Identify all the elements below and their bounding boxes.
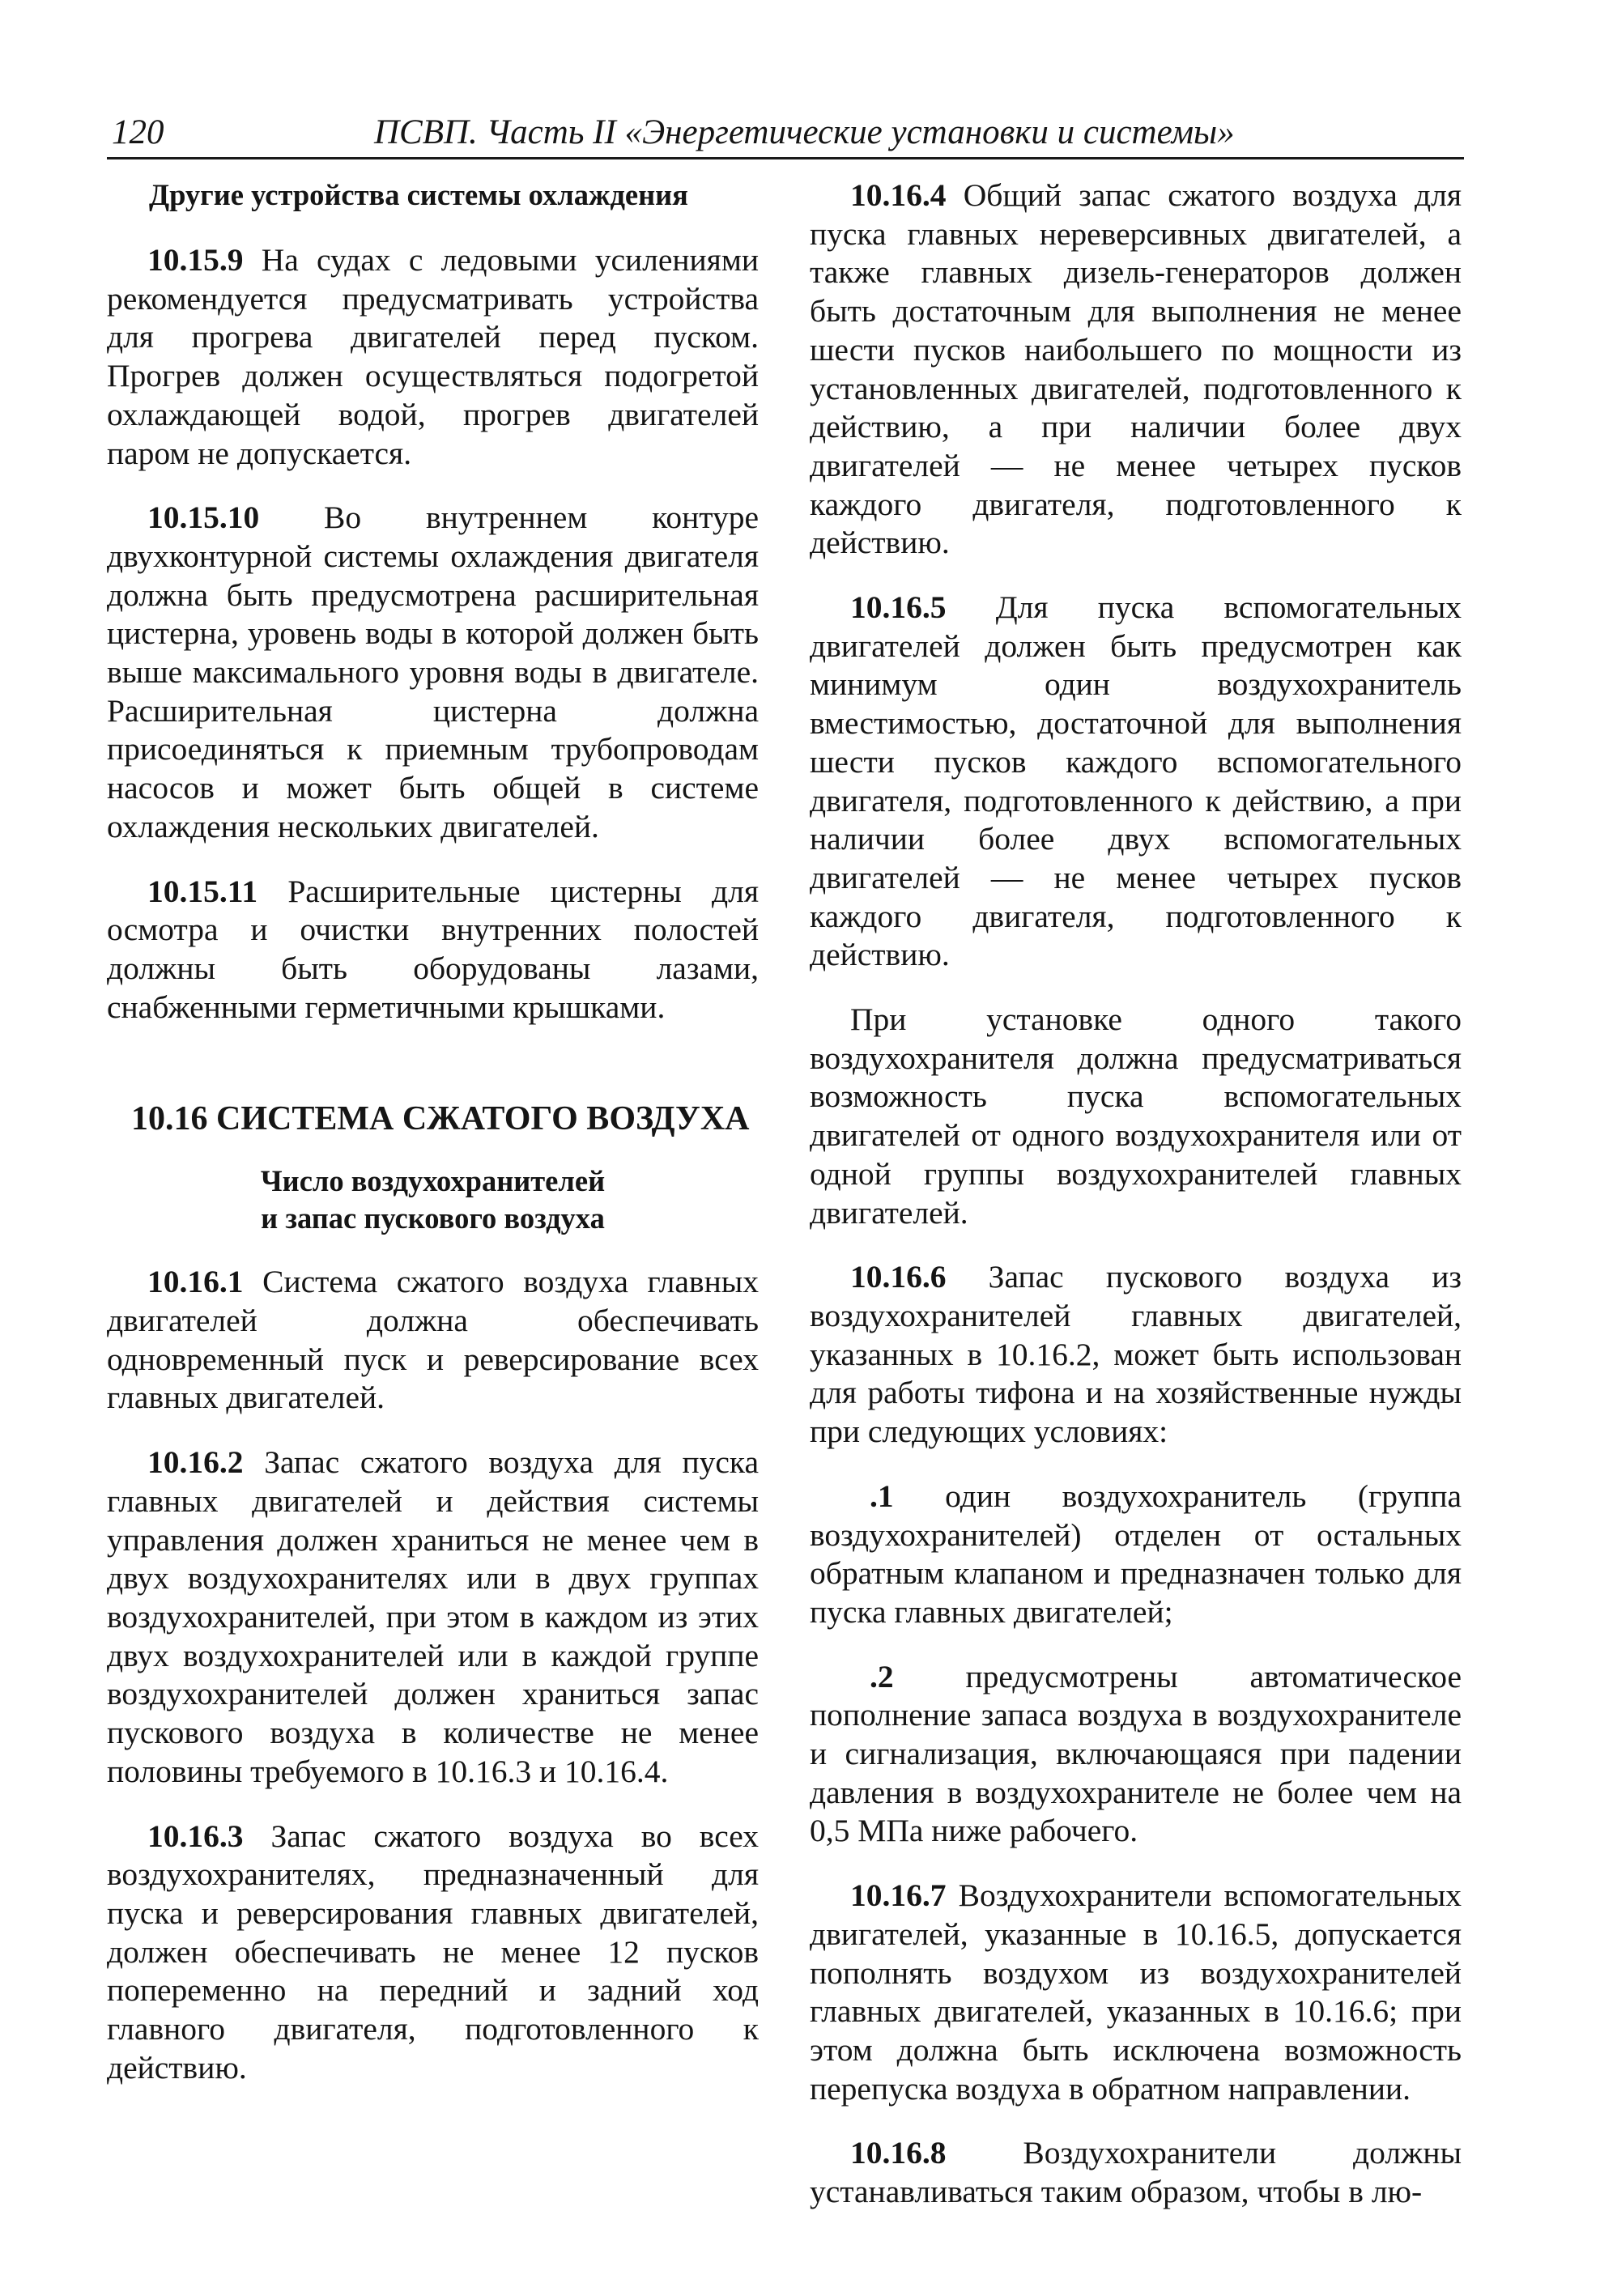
clause-text: Воздухохранители вспомогательных двигателей, указанные в 10.16.5, допускается пополнять воздухом из воздухохранителей главных двигателей, указанных в 10.16.6; при этом должна быть исключена возможность перепуска воздуха в обратном направлении. [810,1877,1462,2107]
paragraph-10-16-5 [810,589,1462,975]
page-header [107,108,1464,159]
clause-number: 10.16.8 [850,2135,947,2171]
clause-number: 10.16.3 [147,1818,244,1854]
clause-number: 10.15.10 [147,500,260,536]
paragraph-10-16-4 [810,176,1462,563]
clause-number: 10.15.11 [147,873,258,909]
clause-text: Запас пускового воздуха из воздухохранителей главных двигателей, указанных в 10.16.2, может быть использован для работы тифона и на хозяйственные нужды при следующих условиях: [810,1259,1462,1450]
paragraph-10-16-2 [107,1444,759,1791]
clause-text: Во внутреннем контуре двухконтурной системы охлаждения двигателя должна быть предусмотрена расширительная цистерна, уровень воды в которой должен быть выше максимального уровня воды в двигателе. Расширительная цистерна должна присоединяться к приемным трубопроводам насосов и может быть общей в системе охлаждения нескольких двигателей. [107,500,759,844]
right-column [810,176,1462,2238]
clause-text: Система сжатого воздуха главных двигателей должна обеспечивать одновременный пуск и реверсирование всех главных двигателей. [107,1264,759,1416]
item-text: предусмотрены автоматическое пополнение запаса воздуха в воздухохранителе и сигнализация, включающаяся при падении давления в воздухохранителе не более чем на 0,5 МПа ниже рабочего. [810,1658,1462,1849]
paragraph-10-16-7 [810,1877,1462,2108]
paragraph-10-16-1 [107,1263,759,1418]
list-item-1 [810,1478,1462,1632]
clause-text: Воздухохранители должны устанавливаться таким образом, чтобы в лю- [810,2135,1462,2210]
clause-number: 10.15.9 [147,242,244,278]
clause-text: На судах с ледовыми усилениями рекомендуется предусматривать устройства для прогрева двигателей перед пуском. Прогрев должен осуществляться подогретой охлаждающей водой, прогрев двигателей паром не допускается. [107,242,759,471]
subsection-heading-cooling: Другие устройства системы охлаждения [149,178,688,211]
page-number: 120 [112,113,164,151]
paragraph-10-15-9 [107,241,759,473]
clause-number: 10.16.6 [850,1259,947,1295]
left-column [107,176,759,2113]
subsection-heading-line: Число воздухохранителей [260,1164,606,1198]
item-text: один воздухохранитель (группа воздухохранителей) отделен от остальных обратным клапаном и предназначен только для пуска главных двигателей; [810,1478,1462,1630]
list-item-2 [810,1658,1462,1852]
subsection-heading-line: и запас пускового воздуха [261,1201,605,1235]
paragraph-10-16-8 [810,2134,1462,2211]
running-title: ПСВП. Часть II «Энергетические установки и системы» [374,113,1235,151]
paragraph-10-16-6 [810,1258,1462,1452]
paragraph-single-receiver: При установке одного такого воздухохранителя должна предусматриваться возможность пуска вспомогательных двигателей от одного воздухохранителя или от одной группы воздухохранителей главных двигателей. [810,1001,1462,1231]
subsection-heading-receivers [107,1163,759,1237]
clause-number: 10.16.2 [147,1444,244,1481]
clause-number: 10.16.7 [850,1877,947,1914]
item-number: .1 [870,1478,894,1514]
clause-text: Запас сжатого воздуха во всех воздухохранителях, предназначенный для пуска и реверсирования главных двигателей, должен обеспечивать не менее 12 пусков попеременно на передний и задний ход главного двигателя, подготовленного к действию. [107,1818,759,2086]
paragraph-10-15-10 [107,499,759,846]
item-number: .2 [870,1658,894,1694]
paragraph-10-15-11 [107,873,759,1027]
clause-text: Общий запас сжатого воздуха для пуска главных нереверсивных двигателей, а также главных дизель-генераторов должен быть достаточным для выполнения не менее шести пусков наибольшего по мощности из установленных двигателей, подготовленного к действию, а при наличии более двух двигателей — не менее четырех пусков каждого двигателя, подготовленного к действию. [810,177,1462,561]
clause-number: 10.16.1 [147,1264,244,1300]
clause-text: Для пуска вспомогательных двигателей должен быть предусмотрен как минимум один воздухохранитель вместимостью, достаточной для выполнения шести пусков каждого вспомогательного двигателя, подготовленного к действию, а при наличии более двух вспомогательных двигателей — не менее четырех пусков каждого двигателя, подготовленного к действию. [810,589,1462,973]
clause-text: Расширительные цистерны для осмотра и очистки внутренних полостей должны быть оборудованы лазами, снабженными герметичными крышками. [107,873,759,1025]
clause-number: 10.16.4 [850,177,947,213]
clause-number: 10.16.5 [850,589,947,626]
paragraph-10-16-3 [107,1818,759,2088]
clause-text: Запас сжатого воздуха для пуска главных двигателей и действия системы управления должен храниться не менее чем в двух воздухохранителях или в двух группах воздухохранителей, при этом в каждом из этих двух воздухохранителей или в каждой группе воздухохранителей должен храниться запас пускового воздуха в количестве не менее половины требуемого в 10.16.3 и 10.16.4. [107,1444,759,1789]
section-title: 10.16 СИСТЕМА СЖАТОГО ВОЗДУХА [131,1100,750,1138]
